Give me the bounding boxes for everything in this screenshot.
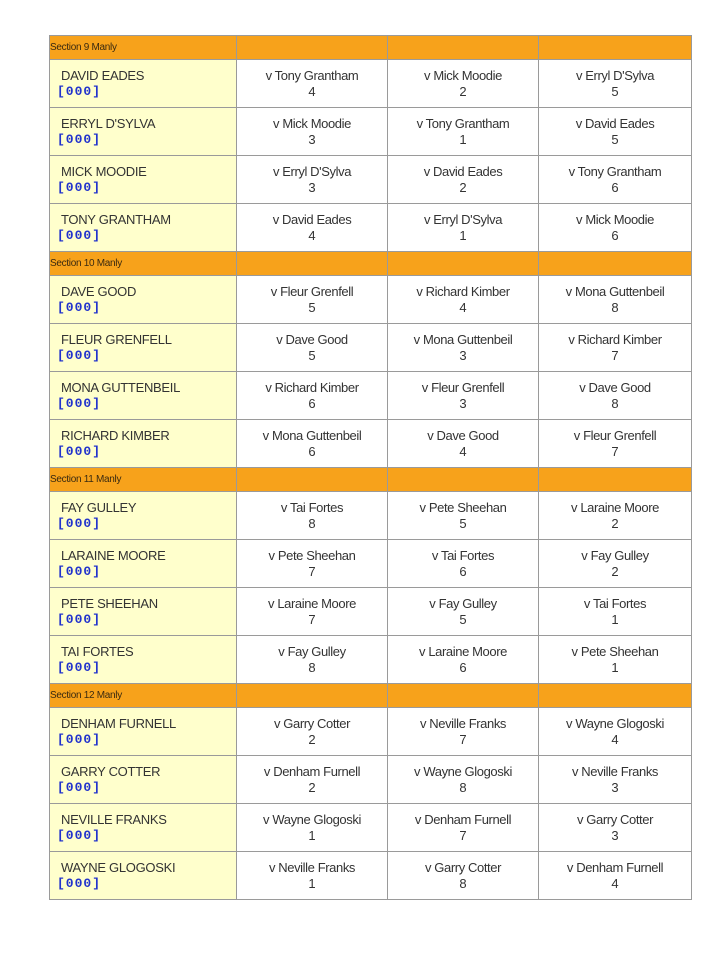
player-cell	[50, 372, 237, 420]
opponent-name: v Wayne Glogoski	[414, 763, 512, 779]
player-name: DENHAM FURNELL	[61, 715, 176, 731]
opponent-name: v Laraine Moore	[571, 499, 659, 515]
match-cell	[388, 492, 539, 540]
section-header-row	[50, 252, 692, 276]
opponent-name: v Pete Sheehan	[268, 547, 356, 563]
match-cell	[539, 540, 692, 588]
opponent-name: v Erryl D'Sylva	[575, 67, 655, 83]
section-header-cell	[388, 36, 539, 60]
player-score-link[interactable]: [000]	[57, 347, 102, 363]
match-cell	[237, 804, 388, 852]
player-cell	[50, 324, 237, 372]
match-number: 7	[459, 731, 467, 747]
opponent-name: v David Eades	[575, 115, 655, 131]
opponent-name: v Neville Franks	[419, 715, 507, 731]
player-row	[50, 372, 692, 420]
match-number: 2	[459, 179, 467, 195]
match-number: 4	[459, 299, 467, 315]
opponent-name: v Garry Cotter	[576, 811, 654, 827]
match-cell	[539, 492, 692, 540]
draw-table	[49, 35, 692, 900]
section-header-cell	[539, 468, 692, 492]
match-number: 1	[459, 227, 467, 243]
match-number: 2	[459, 83, 467, 99]
match-number: 4	[459, 443, 467, 459]
player-name: FLEUR GRENFELL	[61, 331, 172, 347]
match-cell	[388, 636, 539, 684]
match-cell	[388, 540, 539, 588]
match-number: 8	[308, 659, 316, 675]
section-header-cell	[539, 36, 692, 60]
player-row	[50, 540, 692, 588]
opponent-name: v Richard Kimber	[265, 379, 359, 395]
player-name: ERRYL D'SYLVA	[61, 115, 156, 131]
opponent-name: v Denham Furnell	[263, 763, 361, 779]
section-header-row	[50, 468, 692, 492]
match-number: 1	[459, 131, 467, 147]
opponent-name: v David Eades	[272, 211, 352, 227]
opponent-name: v Laraine Moore	[419, 643, 507, 659]
match-cell	[237, 156, 388, 204]
player-score-link[interactable]: [000]	[57, 731, 102, 747]
match-number: 7	[611, 347, 619, 363]
match-number: 1	[308, 875, 316, 891]
player-score-link[interactable]: [000]	[57, 515, 102, 531]
match-number: 7	[611, 443, 619, 459]
player-score-link[interactable]: [000]	[57, 443, 102, 459]
opponent-name: v Mona Guttenbeil	[262, 427, 362, 443]
match-number: 8	[459, 779, 467, 795]
opponent-name: v Wayne Glogoski	[566, 715, 664, 731]
opponent-name: v Mick Moodie	[273, 115, 351, 131]
match-cell	[237, 540, 388, 588]
match-cell	[237, 852, 388, 900]
match-number: 6	[611, 227, 619, 243]
match-number: 5	[459, 515, 467, 531]
section-title: Section 9 Manly	[50, 36, 237, 60]
match-number: 3	[459, 347, 467, 363]
player-cell	[50, 804, 237, 852]
opponent-name: v Laraine Moore	[268, 595, 356, 611]
match-cell	[388, 324, 539, 372]
match-cell	[388, 156, 539, 204]
player-cell	[50, 276, 237, 324]
match-number: 8	[308, 515, 316, 531]
player-cell	[50, 540, 237, 588]
player-row	[50, 804, 692, 852]
player-cell	[50, 60, 237, 108]
opponent-name: v Richard Kimber	[416, 283, 510, 299]
match-cell	[388, 756, 539, 804]
section-header-cell	[237, 252, 388, 276]
match-number: 6	[459, 659, 467, 675]
match-cell	[388, 852, 539, 900]
match-cell	[237, 492, 388, 540]
match-cell	[539, 756, 692, 804]
match-cell	[539, 852, 692, 900]
player-row	[50, 492, 692, 540]
section-header-cell	[237, 468, 388, 492]
player-row	[50, 156, 692, 204]
opponent-name: v Tony Grantham	[416, 115, 510, 131]
opponent-name: v Fay Gulley	[581, 547, 649, 563]
match-cell	[237, 276, 388, 324]
section-header-cell	[539, 252, 692, 276]
player-row	[50, 420, 692, 468]
player-name: NEVILLE FRANKS	[61, 811, 167, 827]
match-cell	[539, 804, 692, 852]
match-cell	[237, 756, 388, 804]
match-number: 1	[611, 611, 619, 627]
match-number: 3	[611, 779, 619, 795]
opponent-name: v Denham Furnell	[414, 811, 512, 827]
match-number: 5	[308, 347, 316, 363]
match-cell	[237, 708, 388, 756]
match-number: 1	[308, 827, 316, 843]
player-score-link[interactable]: [000]	[57, 299, 102, 315]
match-cell	[539, 156, 692, 204]
section-title: Section 12 Manly	[50, 684, 237, 708]
match-cell	[388, 204, 539, 252]
opponent-name: v Tai Fortes	[431, 547, 495, 563]
player-cell	[50, 708, 237, 756]
match-cell	[539, 324, 692, 372]
opponent-name: v Mona Guttenbeil	[565, 283, 665, 299]
section-header-cell	[237, 36, 388, 60]
match-cell	[237, 588, 388, 636]
player-name: PETE SHEEHAN	[61, 595, 158, 611]
opponent-name: v Fay Gulley	[429, 595, 497, 611]
opponent-name: v Tony Grantham	[568, 163, 662, 179]
match-number: 3	[308, 131, 316, 147]
match-number: 8	[611, 395, 619, 411]
section-header-cell	[237, 684, 388, 708]
match-number: 6	[611, 179, 619, 195]
player-score-link[interactable]: [000]	[57, 395, 102, 411]
match-number: 6	[308, 395, 316, 411]
player-cell	[50, 420, 237, 468]
player-cell	[50, 756, 237, 804]
match-number: 4	[611, 731, 619, 747]
player-name: RICHARD KIMBER	[61, 427, 170, 443]
match-number: 8	[611, 299, 619, 315]
player-name: WAYNE GLOGOSKI	[61, 859, 176, 875]
player-name: TAI FORTES	[61, 643, 134, 659]
opponent-name: v Richard Kimber	[568, 331, 662, 347]
player-score-link[interactable]: [000]	[57, 827, 102, 843]
player-row	[50, 708, 692, 756]
match-cell	[539, 60, 692, 108]
draw-table-body	[50, 36, 692, 900]
player-cell	[50, 156, 237, 204]
section-header-cell	[388, 684, 539, 708]
player-score-link[interactable]: [000]	[57, 83, 102, 99]
match-cell	[539, 636, 692, 684]
match-cell	[388, 372, 539, 420]
match-cell	[539, 420, 692, 468]
player-name: DAVID EADES	[61, 67, 145, 83]
player-name: MICK MOODIE	[61, 163, 147, 179]
match-cell	[388, 276, 539, 324]
match-number: 6	[459, 563, 467, 579]
player-row	[50, 636, 692, 684]
section-header-cell	[388, 252, 539, 276]
match-cell	[237, 420, 388, 468]
player-row	[50, 60, 692, 108]
player-score-link[interactable]: [000]	[57, 131, 102, 147]
opponent-name: v Dave Good	[579, 379, 651, 395]
match-cell	[237, 372, 388, 420]
match-cell	[388, 708, 539, 756]
player-score-link[interactable]: [000]	[57, 563, 102, 579]
opponent-name: v Fleur Grenfell	[573, 427, 657, 443]
match-cell	[237, 60, 388, 108]
section-header-row	[50, 36, 692, 60]
opponent-name: v Fleur Grenfell	[270, 283, 354, 299]
opponent-name: v Tai Fortes	[280, 499, 344, 515]
match-number: 2	[308, 779, 316, 795]
player-cell	[50, 492, 237, 540]
opponent-name: v Tony Grantham	[265, 67, 359, 83]
player-row	[50, 324, 692, 372]
match-number: 4	[611, 875, 619, 891]
match-cell	[539, 588, 692, 636]
match-number: 3	[459, 395, 467, 411]
opponent-name: v Dave Good	[276, 331, 348, 347]
player-row	[50, 204, 692, 252]
opponent-name: v Tai Fortes	[583, 595, 647, 611]
player-name: GARRY COTTER	[61, 763, 161, 779]
opponent-name: v Neville Franks	[268, 859, 356, 875]
player-score-link[interactable]: [000]	[57, 779, 102, 795]
opponent-name: v Wayne Glogoski	[263, 811, 361, 827]
match-number: 5	[611, 131, 619, 147]
opponent-name: v Erryl D'Sylva	[423, 211, 503, 227]
match-number: 6	[308, 443, 316, 459]
player-name: MONA GUTTENBEIL	[61, 379, 181, 395]
opponent-name: v Fleur Grenfell	[421, 379, 505, 395]
section-title: Section 10 Manly	[50, 252, 237, 276]
player-cell	[50, 852, 237, 900]
opponent-name: v Garry Cotter	[273, 715, 351, 731]
section-title: Section 11 Manly	[50, 468, 237, 492]
match-number: 4	[308, 83, 316, 99]
player-name: LARAINE MOORE	[61, 547, 166, 563]
player-score-link[interactable]: [000]	[57, 227, 102, 243]
player-row	[50, 276, 692, 324]
player-cell	[50, 636, 237, 684]
section-header-row	[50, 684, 692, 708]
player-score-link[interactable]: [000]	[57, 659, 102, 675]
player-row	[50, 852, 692, 900]
match-cell	[237, 324, 388, 372]
match-number: 5	[308, 299, 316, 315]
match-cell	[539, 372, 692, 420]
match-number: 4	[308, 227, 316, 243]
match-number: 5	[611, 83, 619, 99]
opponent-name: v Garry Cotter	[424, 859, 502, 875]
match-cell	[388, 60, 539, 108]
opponent-name: v Pete Sheehan	[419, 499, 507, 515]
match-cell	[388, 588, 539, 636]
opponent-name: v Neville Franks	[571, 763, 659, 779]
player-name: DAVE GOOD	[61, 283, 137, 299]
match-number: 8	[459, 875, 467, 891]
match-number: 7	[459, 827, 467, 843]
opponent-name: v David Eades	[423, 163, 503, 179]
match-cell	[388, 420, 539, 468]
match-cell	[539, 108, 692, 156]
match-cell	[388, 804, 539, 852]
match-cell	[237, 204, 388, 252]
player-name: TONY GRANTHAM	[61, 211, 171, 227]
opponent-name: v Mick Moodie	[576, 211, 654, 227]
player-row	[50, 756, 692, 804]
player-row	[50, 108, 692, 156]
player-cell	[50, 588, 237, 636]
opponent-name: v Mona Guttenbeil	[413, 331, 513, 347]
match-number: 1	[611, 659, 619, 675]
player-row	[50, 588, 692, 636]
match-cell	[539, 276, 692, 324]
match-number: 7	[308, 611, 316, 627]
match-number: 3	[308, 179, 316, 195]
opponent-name: v Dave Good	[427, 427, 499, 443]
match-number: 7	[308, 563, 316, 579]
match-number: 2	[308, 731, 316, 747]
match-number: 2	[611, 563, 619, 579]
player-cell	[50, 204, 237, 252]
opponent-name: v Pete Sheehan	[571, 643, 659, 659]
player-name: FAY GULLEY	[61, 499, 137, 515]
player-score-link[interactable]: [000]	[57, 611, 102, 627]
section-header-cell	[388, 468, 539, 492]
match-cell	[539, 204, 692, 252]
player-cell	[50, 108, 237, 156]
opponent-name: v Mick Moodie	[424, 67, 502, 83]
section-header-cell	[539, 684, 692, 708]
match-cell	[539, 708, 692, 756]
match-number: 2	[611, 515, 619, 531]
player-score-link[interactable]: [000]	[57, 875, 102, 891]
match-cell	[237, 108, 388, 156]
match-cell	[237, 636, 388, 684]
match-cell	[388, 108, 539, 156]
opponent-name: v Denham Furnell	[566, 859, 664, 875]
opponent-name: v Erryl D'Sylva	[272, 163, 352, 179]
player-score-link[interactable]: [000]	[57, 179, 102, 195]
match-number: 5	[459, 611, 467, 627]
opponent-name: v Fay Gulley	[278, 643, 346, 659]
match-number: 3	[611, 827, 619, 843]
